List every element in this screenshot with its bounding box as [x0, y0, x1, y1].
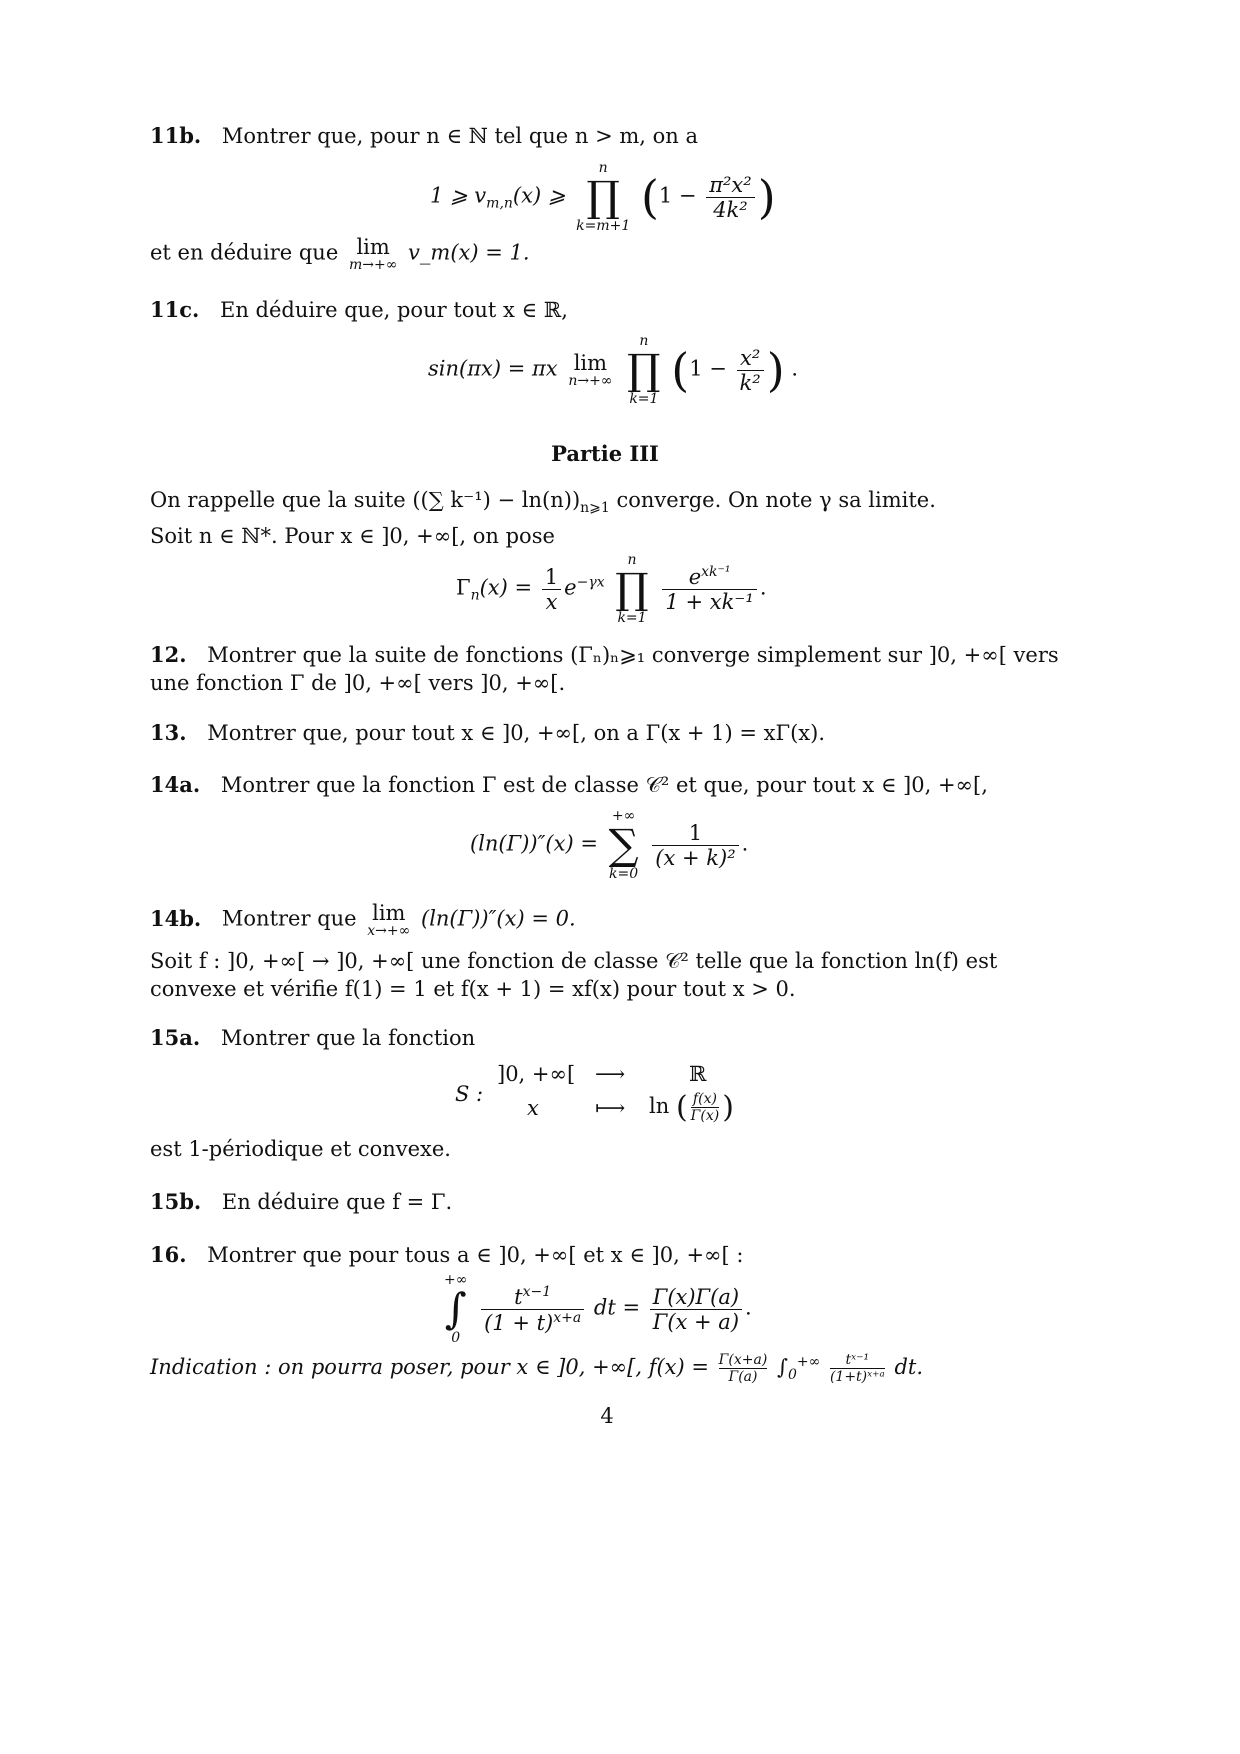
- part3-intro: [150, 486, 1070, 550]
- question-11b-follow: [150, 236, 1070, 272]
- question-label: 13.: [150, 720, 187, 745]
- formula-11b: 1 ⩾ $v_{m,n}(x)$ ⩾ n ∏ k=m+1 (1 − $\frac{\text{π²x²}}{\text{4k²}}$ ): [430, 160, 776, 234]
- follow-end: v_m(x) = 1.: [408, 240, 530, 265]
- frac-num-sup: x−1: [522, 1283, 552, 1300]
- frac-num: 1: [542, 565, 561, 590]
- question-label: 14a.: [150, 772, 201, 797]
- indication: [150, 1348, 1070, 1389]
- question-text: Montrer que pour tous a ∈ ]0, +∞[ et x ∈ ]0, +∞[ :: [207, 1243, 744, 1267]
- sum-top: +∞: [611, 808, 636, 824]
- question-text: Montrer que la fonction Γ est de classe 𝒞² et que, pour tout x ∈ ]0, +∞[,: [220, 773, 988, 797]
- frac-den: Γ(a): [728, 1369, 758, 1385]
- integral-sign: ∫: [776, 1355, 788, 1379]
- frac-den-sup: x+a: [553, 1309, 582, 1326]
- product-operator: n ∏ k=1: [615, 552, 649, 626]
- frac-num: t: [514, 1284, 523, 1309]
- prod-bottom: k=1: [629, 391, 659, 407]
- formula-sub: m,n: [486, 195, 513, 212]
- map-codomain: ℝ: [689, 1062, 707, 1086]
- frac-den: x: [545, 589, 558, 614]
- frac-num: x²: [737, 346, 764, 371]
- question-text: Montrer que, pour tout x ∈ ]0, +∞[, on a Γ(x + 1) = xΓ(x).: [207, 721, 826, 745]
- frac-num: Γ(x+a): [718, 1352, 768, 1368]
- question-text: Montrer que: [221, 906, 357, 931]
- question-14b-follow: [150, 947, 1070, 1003]
- frac-num: π²x²: [706, 173, 754, 198]
- frac-den: (x + k)²: [655, 845, 736, 870]
- question-12: [150, 641, 1070, 697]
- arrow-icon: ⟶: [595, 1062, 626, 1086]
- fraction: [737, 346, 764, 395]
- map-name: S :: [455, 1082, 484, 1106]
- frac-den: (1+t)ˣ⁺ᵃ: [829, 1369, 885, 1385]
- frac-num: f(x): [691, 1091, 720, 1108]
- ln-text: ln: [649, 1094, 670, 1118]
- indication-fraction: [719, 1352, 768, 1385]
- question-label: 12.: [150, 642, 187, 667]
- follow-text: Soit f : ]0, +∞[ → ]0, +∞[ une fonction de classe 𝒞² telle que la fonction ln(f) est convexe et vérifie f(1) = 1 et f(x + 1) = xf(x) pour tout x > 0.: [150, 949, 998, 1001]
- follow-text: est 1-périodique et convexe.: [150, 1137, 451, 1161]
- question-11c: [150, 296, 1070, 324]
- prod-bottom: k=1: [617, 610, 647, 626]
- question-15a: [150, 1024, 1070, 1052]
- frac-den: Γ(x): [690, 1108, 720, 1124]
- formula-16: +∞ ∫ 0 $\frac{t^{x-1}}{(1 + t)^{x+a}}$ dt = $\frac{\Gamma(x)\Gamma(a)}{\Gamma(x + a)}$ .: [444, 1272, 752, 1346]
- question-label: 14b.: [150, 905, 202, 931]
- frac-den: 4k²: [713, 197, 748, 222]
- prod-top: n: [639, 333, 649, 349]
- question-15a-follow: [150, 1135, 1070, 1163]
- small-fraction: [691, 1091, 720, 1124]
- formula-lhs: (ln(Γ))″(x) =: [470, 831, 598, 856]
- question-label: 11c.: [150, 297, 200, 322]
- frac-num: 1: [652, 821, 738, 846]
- exp-base: e: [564, 575, 577, 600]
- int-top: +∞: [444, 1272, 468, 1288]
- fraction-result: [650, 1285, 742, 1334]
- prod-bottom: k=m+1: [576, 218, 631, 234]
- question-text: Montrer que la suite de fonctions (Γₙ)ₙ⩾₁ converge simplement sur ]0, +∞[ vers une fonction Γ de ]0, +∞[ vers ]0, +∞[.: [150, 643, 1059, 695]
- int-top: +∞: [796, 1354, 821, 1370]
- int-bottom: 0: [451, 1330, 461, 1346]
- limit-sub: n→+∞: [568, 373, 613, 389]
- question-label: 16.: [150, 1242, 187, 1267]
- limit-sub: x→+∞: [367, 923, 411, 939]
- intro-line1-end: converge. On note γ sa limite.: [616, 488, 936, 512]
- question-11b: [150, 122, 1070, 150]
- prod-top: n: [598, 160, 608, 176]
- question-label: 15a.: [150, 1025, 201, 1050]
- map-definition: [455, 1062, 755, 1132]
- formula-11c: sin(πx) = πx lim n→+∞ n ∏ k=1 (1 − $\frac{\text{x²}}{\text{k²}}$ ) .: [428, 333, 799, 407]
- question-15b: [150, 1188, 1070, 1216]
- limit-operator: lim x→+∞: [367, 901, 411, 939]
- frac-den: 1 + xk⁻¹: [665, 590, 754, 614]
- frac-num: Γ(x)Γ(a): [650, 1285, 742, 1310]
- page-number: 4: [600, 1404, 614, 1428]
- dt-text: dt =: [593, 1295, 641, 1320]
- limit-operator: lim n→+∞: [568, 351, 613, 389]
- exp-sup: −γx: [576, 574, 605, 591]
- question-text-end: (ln(Γ))″(x) = 0.: [421, 906, 576, 931]
- indication-text: Indication : on pourra poser, pour x ∈ ]0, +∞[, f(x) =: [150, 1355, 709, 1379]
- mapsto-icon: ⟼: [595, 1096, 626, 1120]
- fraction: [706, 173, 754, 222]
- int-bottom: 0: [787, 1367, 797, 1384]
- limit-sub: m→+∞: [348, 257, 398, 273]
- limit-operator: lim m→+∞: [348, 235, 398, 273]
- question-label: 15b.: [150, 1189, 202, 1214]
- formula-lhs: sin(πx) = πx: [428, 356, 558, 381]
- indication-integrand: [830, 1352, 885, 1385]
- map-var: x: [527, 1096, 539, 1120]
- map-domain: ]0, +∞[: [497, 1062, 576, 1086]
- sum-operator: +∞ ∑ k=0: [608, 808, 639, 882]
- question-16: [150, 1241, 1070, 1269]
- integral-operator: +∞ ∫ 0: [444, 1272, 468, 1346]
- question-14b: [150, 902, 1070, 938]
- frac-den: k²: [739, 370, 761, 395]
- formula-lhs: 1 ⩾ v: [430, 183, 487, 208]
- frac-num-sup: xk⁻¹: [701, 564, 731, 580]
- intro-line1: On rappelle que la suite ((∑ k⁻¹) − ln(n)): [150, 488, 581, 512]
- question-13: [150, 719, 1070, 747]
- intro-line2: Soit n ∈ ℕ*. Pour x ∈ ]0, +∞[, on pose: [150, 524, 555, 549]
- follow-text: et en déduire que: [150, 240, 339, 265]
- fraction-one-over-x: [542, 565, 561, 614]
- intro-sub: n⩾1: [580, 500, 610, 517]
- frac-num: e: [688, 565, 702, 589]
- formula-14a: (ln(Γ))″(x) = +∞ ∑ k=0 $\frac{1}{\text{(x + k)²}}$ .: [470, 808, 749, 882]
- question-text: En déduire que, pour tout x ∈ ℝ,: [220, 298, 568, 322]
- product-operator: n ∏ k=m+1: [576, 160, 631, 234]
- prod-top: n: [627, 552, 637, 568]
- frac-den: Γ(x + a): [652, 1309, 740, 1334]
- indication-end: dt.: [894, 1355, 924, 1379]
- sum-bottom: k=0: [609, 866, 639, 882]
- question-text: Montrer que, pour n ∈ ℕ tel que n > m, on a: [221, 124, 698, 148]
- gamma-symbol: Γ: [456, 575, 471, 600]
- frac-den: (1 + t): [484, 1310, 554, 1335]
- fraction-product-term: [662, 564, 756, 614]
- question-text: Montrer que la fonction: [220, 1026, 476, 1050]
- frac-num: tˣ⁻¹: [830, 1352, 885, 1369]
- formula-gamma-n: $\Gamma_n(x)$ = $\frac{1}{x}$ $e^{-\gamma x}$ n ∏ k=1 $\frac{e^{xk^{-1}}}{\text{1 + xk⁻¹}}$ .: [456, 552, 767, 626]
- question-label: 11b.: [150, 123, 202, 148]
- question-text: En déduire que f = Γ.: [221, 1190, 453, 1214]
- gamma-mid: (x) =: [479, 575, 533, 600]
- section-heading: Partie III: [551, 441, 659, 466]
- fraction-integrand: [481, 1284, 584, 1335]
- fraction: [652, 821, 738, 870]
- gamma-sub: n: [470, 587, 480, 604]
- product-operator: n ∏ k=1: [627, 333, 661, 407]
- question-14a: [150, 771, 1070, 799]
- formula-mid: (x) ⩾: [512, 183, 566, 208]
- map-expression: ln ( $\frac{f(x)}{\Gamma(x)}$ ): [649, 1090, 734, 1125]
